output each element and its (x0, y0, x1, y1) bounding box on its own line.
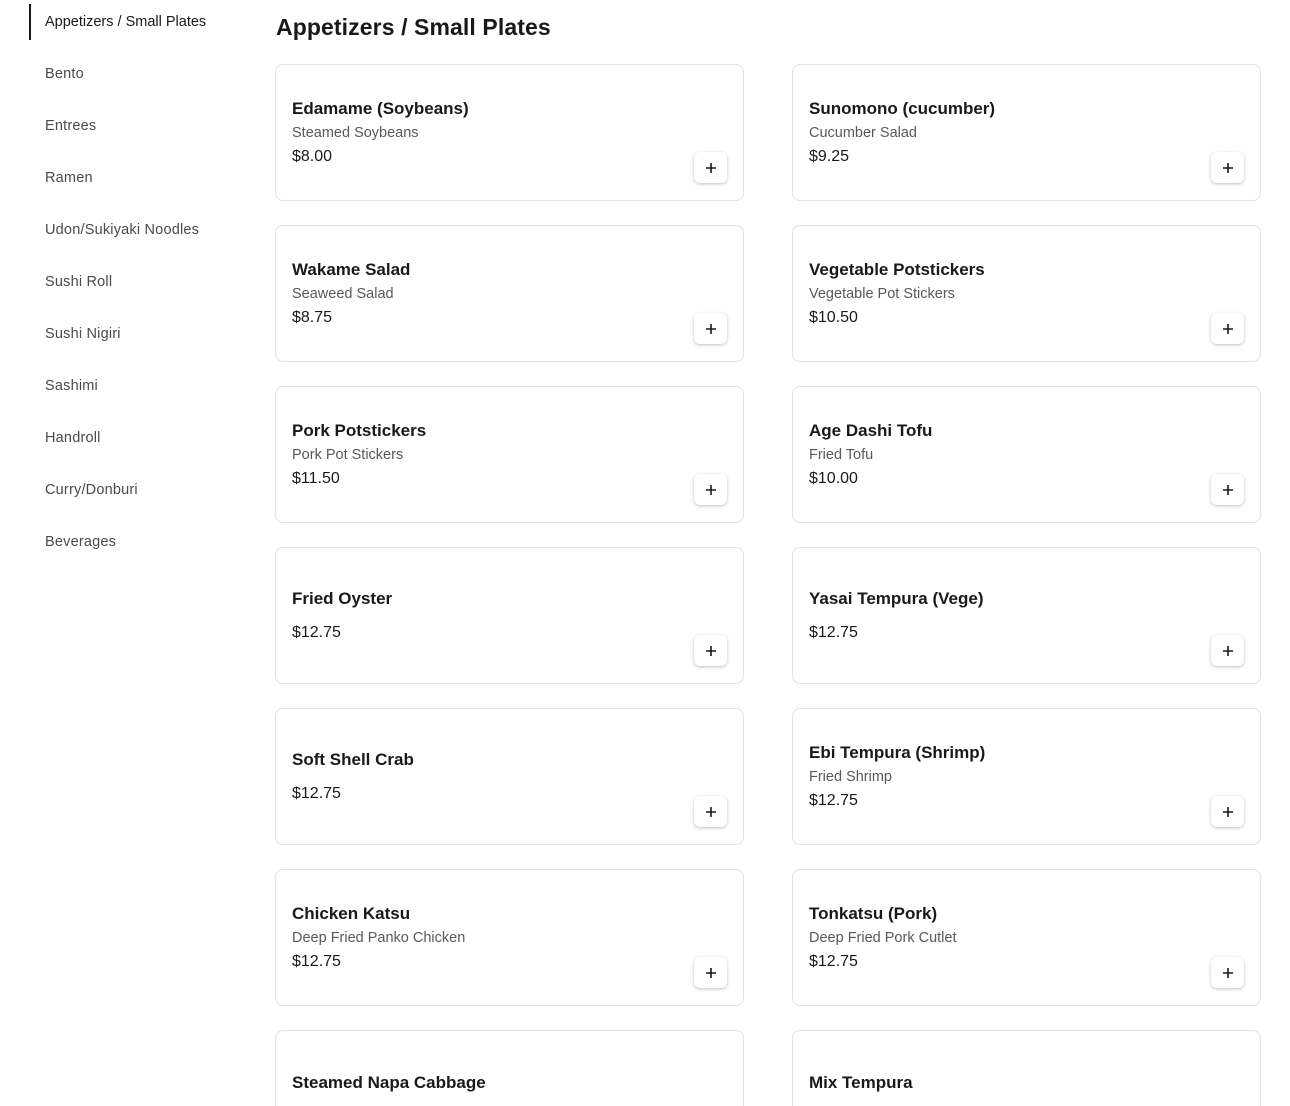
item-name: Pork Potstickers (292, 420, 427, 440)
item-name: Edamame (Soybeans) (292, 98, 469, 118)
item-description: Pork Pot Stickers (292, 446, 404, 463)
add-item-button[interactable] (1211, 152, 1244, 183)
plus-icon (1222, 323, 1234, 335)
sidebar-item-sashimi[interactable]: Sashimi (45, 378, 98, 394)
sidebar-item-handroll[interactable]: Handroll (45, 430, 101, 446)
sidebar-item-beverages[interactable]: Beverages (45, 534, 117, 550)
plus-icon (705, 162, 717, 174)
item-description: Steamed Soybeans (292, 124, 419, 141)
sidebar-item-appetizers[interactable]: Appetizers / Small Plates (29, 4, 229, 40)
add-item-button[interactable] (694, 152, 727, 183)
sidebar-item-curry-donburi[interactable]: Curry/Donburi (45, 482, 138, 498)
item-name: Wakame Salad (292, 259, 411, 279)
item-price: $12.75 (809, 791, 858, 809)
sidebar-item-sushi-nigiri[interactable]: Sushi Nigiri (45, 326, 121, 342)
plus-icon (705, 645, 717, 657)
item-name: Yasai Tempura (Vege) (809, 588, 984, 608)
menu-item-card[interactable] (792, 64, 1261, 201)
sidebar-item-bento[interactable]: Bento (45, 66, 84, 82)
item-name: Fried Oyster (292, 588, 393, 608)
item-name: Mix Tempura (809, 1073, 913, 1092)
item-name: Vegetable Potstickers (809, 259, 985, 279)
sidebar-item-sushi-roll[interactable]: Sushi Roll (45, 274, 113, 290)
add-item-button[interactable] (1211, 796, 1244, 827)
menu-item-card[interactable] (275, 547, 744, 684)
menu-item-card[interactable] (275, 1030, 744, 1106)
item-price: $10.50 (809, 308, 858, 326)
plus-icon (1222, 162, 1234, 174)
item-description: Deep Fried Pork Cutlet (809, 929, 957, 946)
item-description: Fried Shrimp (809, 768, 892, 785)
menu-item-card[interactable] (275, 225, 744, 362)
menu-item-card[interactable] (275, 64, 744, 201)
item-name: Soft Shell Crab (292, 749, 414, 769)
item-price: $12.75 (292, 952, 341, 970)
section-title: Appetizers / Small Plates (276, 14, 551, 40)
add-item-button[interactable] (1211, 635, 1244, 666)
plus-icon (705, 967, 717, 979)
add-item-button[interactable] (694, 313, 727, 344)
item-description: Deep Fried Panko Chicken (292, 929, 466, 946)
category-sidebar (0, 0, 240, 1106)
menu-item-card[interactable] (792, 1030, 1261, 1106)
item-description: Vegetable Pot Stickers (809, 285, 955, 302)
item-name: Steamed Napa Cabbage (292, 1073, 486, 1092)
item-description: Cucumber Salad (809, 124, 917, 141)
sidebar-item-entrees[interactable]: Entrees (45, 118, 97, 134)
item-price: $10.00 (809, 469, 858, 487)
item-name: Ebi Tempura (Shrimp) (809, 742, 986, 762)
menu-item-card[interactable] (792, 225, 1261, 362)
add-item-button[interactable] (694, 635, 727, 666)
add-item-button[interactable] (694, 957, 727, 988)
plus-icon (1222, 806, 1234, 818)
menu-item-card[interactable] (792, 708, 1261, 845)
menu-item-card[interactable] (792, 386, 1261, 523)
menu-item-card[interactable] (792, 547, 1261, 684)
sidebar-item-udon[interactable]: Udon/Sukiyaki Noodles (45, 222, 200, 238)
item-name: Tonkatsu (Pork) (809, 903, 938, 923)
add-item-button[interactable] (694, 474, 727, 505)
item-name: Age Dashi Tofu (809, 420, 933, 440)
plus-icon (1222, 645, 1234, 657)
add-item-button[interactable] (1211, 474, 1244, 505)
item-name: Sunomono (cucumber) (809, 98, 996, 118)
menu-item-card[interactable] (275, 708, 744, 845)
plus-icon (705, 484, 717, 496)
item-name: Chicken Katsu (292, 903, 411, 923)
item-price: $12.75 (809, 952, 858, 970)
item-price: $8.00 (292, 147, 333, 165)
menu-item-card[interactable] (275, 386, 744, 523)
add-item-button[interactable] (1211, 957, 1244, 988)
item-price: $12.75 (292, 784, 341, 802)
item-description: Fried Tofu (809, 446, 874, 463)
item-price: $9.25 (809, 147, 850, 165)
item-price: $8.75 (292, 308, 333, 326)
add-item-button[interactable] (1211, 313, 1244, 344)
plus-icon (705, 806, 717, 818)
menu-section (275, 0, 1261, 1106)
plus-icon (705, 323, 717, 335)
menu-item-card[interactable] (275, 869, 744, 1006)
plus-icon (1222, 967, 1234, 979)
item-price: $11.50 (292, 469, 340, 487)
menu-item-card[interactable] (792, 869, 1261, 1006)
item-description: Seaweed Salad (292, 285, 394, 302)
sidebar-item-ramen[interactable]: Ramen (45, 170, 93, 186)
add-item-button[interactable] (694, 796, 727, 827)
item-price: $12.75 (809, 623, 858, 641)
plus-icon (1222, 484, 1234, 496)
item-price: $12.75 (292, 623, 341, 641)
